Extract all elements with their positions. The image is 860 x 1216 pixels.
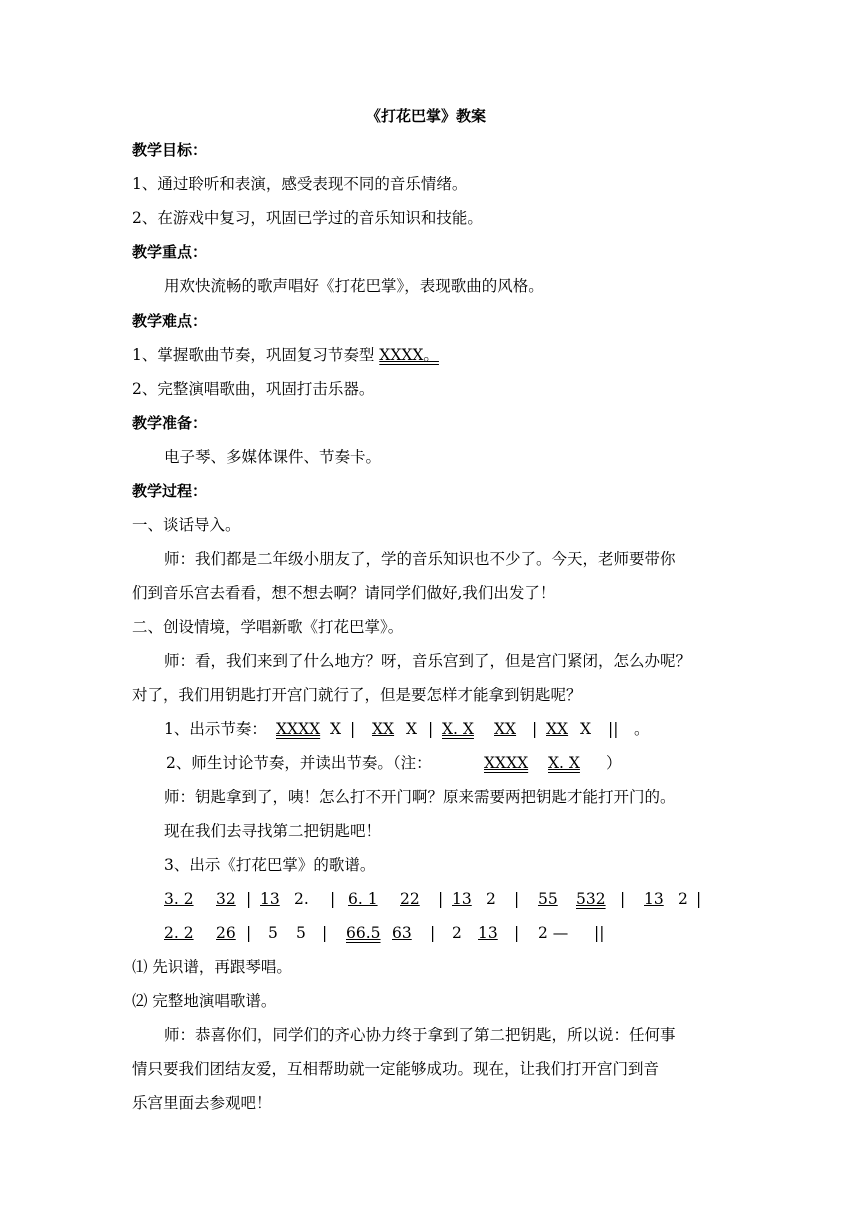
score-note: 32 [216,890,236,908]
score-note: 22 [400,890,420,908]
bar-line: | [350,720,356,738]
bar-line: | [430,924,436,942]
paragraph-3-line-2: 现在我们去寻找第二把钥匙吧！ [164,822,382,840]
score-note: 2 [452,924,462,942]
goal-2: 2、在游戏中复习，巩固已学过的音乐知识和技能。 [132,209,483,227]
rhythm-note: X [330,720,342,738]
note-2: ⑵ 完整地演唱歌谱。 [132,992,277,1010]
score-note: 5 [296,924,306,942]
bar-line: | [532,720,538,738]
heading-process: 教学过程： [132,482,208,500]
rhythm-note: X. X [548,754,580,772]
preparation-1: 电子琴、多媒体课件、节奏卡。 [164,448,382,466]
score-note: 2 — [538,924,569,942]
score-note: 13 [452,890,472,908]
score-note: 13 [260,890,280,908]
score-note: 13 [644,890,664,908]
score-note: 2. 2 [164,924,194,942]
difficulty-2: 2、完整演唱歌曲，巩固打击乐器。 [132,380,375,398]
heading-goals: 教学目标： [132,141,208,159]
score-note: 3. 2 [164,890,194,908]
bar-line: | [696,890,702,908]
bar-line: | [330,890,336,908]
bar-line: | [620,890,626,908]
score-note: 66.5 [346,924,381,942]
bar-line: | [514,924,520,942]
rhythm-label-1: 1、出示节奏： [164,720,267,738]
bar-line: | [428,720,434,738]
paragraph-4-line-3: 乐宫里面去参观吧！ [132,1094,272,1112]
heading-difficulties: 教学难点： [132,312,208,330]
paragraph-1-line-1: 师：我们都是二年级小朋友了，学的音乐知识也不少了。今天，老师要带你 [164,550,676,568]
rhythm-close: ） [606,754,622,772]
section-3-heading: 3、出示《打花巴掌》的歌谱。 [164,856,376,874]
rhythm-note: XX [494,720,517,738]
score-note: 13 [478,924,498,942]
bar-line: | [246,890,252,908]
section-1-heading: 一、谈话导入。 [132,516,241,534]
score-note: 26 [216,924,236,942]
rhythm-note: XXXX [276,720,321,738]
bar-line: | [322,924,328,942]
doc-title: 《打花巴掌》教案 [366,107,487,125]
final-bar-line: || [594,924,605,942]
bar-line: | [514,890,520,908]
rhythm-end: 。 [634,720,650,738]
paragraph-2-line-2: 对了，我们用钥匙打开宫门就行了，但是要怎样才能拿到钥匙呢？ [132,686,582,704]
score-note: 532 [576,890,606,908]
heading-preparation: 教学准备： [132,414,208,432]
bar-line: | [246,924,252,942]
score-note: 55 [538,890,558,908]
score-note: 2 [678,890,688,908]
rhythm-note: X [580,720,592,738]
paragraph-4-line-1: 师：恭喜你们，同学们的齐心协力终于拿到了第二把钥匙，所以说：任何事 [164,1026,676,1044]
score-note: 2 [486,890,496,908]
score-note: 63 [392,924,412,942]
rhythm-label-2: 2、师生讨论节奏，并读出节奏。（注： [166,754,432,772]
paragraph-2-line-1: 师：看，我们来到了什么地方？呀，音乐宫到了，但是宫门紧闭，怎么办呢？ [164,652,692,670]
rhythm-note: X. X [442,720,474,738]
goal-1: 1、通过聆听和表演，感受表现不同的音乐情绪。 [132,175,468,193]
key-point-1: 用欢快流畅的歌声唱好《打花巴掌》，表现歌曲的风格。 [164,277,544,295]
difficulty-1 [132,345,439,365]
rhythm-note: X [406,720,418,738]
section-2-heading: 二、创设情境，学唱新歌《打花巴掌》。 [132,618,404,636]
heading-key-points: 教学重点： [132,243,208,261]
difficulty-1-text: 1、掌握歌曲节奏，巩固复习节奏型 [132,346,380,364]
paragraph-1-line-2: 们到音乐宫去看看，想不想去啊？请同学们做好,我们出发了！ [132,584,556,602]
final-bar-line: || [608,720,619,738]
rhythm-note: XX [372,720,395,738]
score-note: 5 [268,924,278,942]
rhythm-pattern: XXXX。 [379,346,439,364]
rhythm-note: XX [546,720,569,738]
note-1: ⑴ 先识谱，再跟琴唱。 [132,958,292,976]
bar-line: | [438,890,444,908]
rhythm-note: XXXX [484,754,529,772]
score-note: 6. 1 [348,890,378,908]
paragraph-3-line-1: 师：钥匙拿到了，咦！怎么打不开门啊？原来需要两把钥匙才能打开门的。 [164,788,676,806]
paragraph-4-line-2: 情只要我们团结友爱，互相帮助就一定能够成功。现在，让我们打开宫门到音 [132,1060,660,1078]
score-note: 2. [294,890,309,908]
